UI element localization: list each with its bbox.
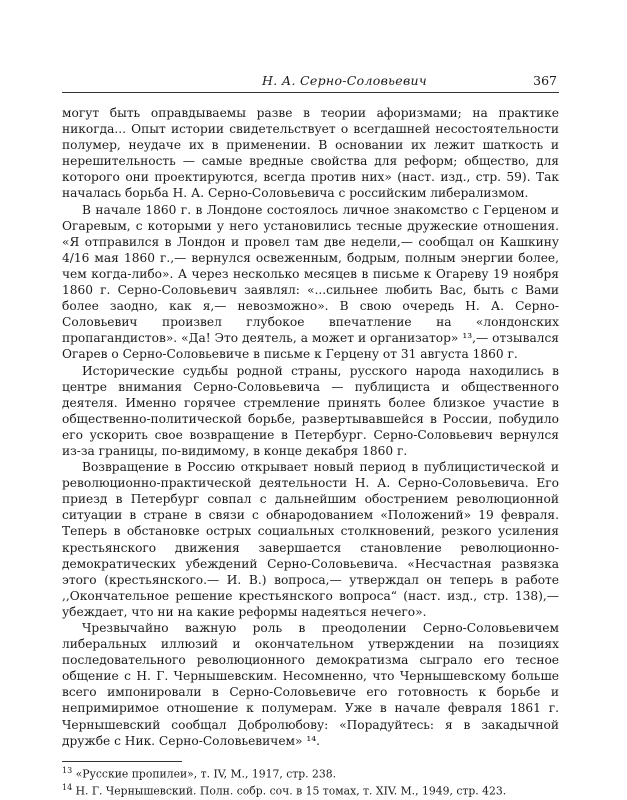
page-content bbox=[62, 70, 559, 798]
paragraph-5: Чрезвычайно важную роль в преодолении Серно-Соловьевичем либеральных иллюзий и окончательном утверждении на позициях последовательного революционного демократизма сыграло его тесное общение с Н. Г. Чернышевским. Несомненно, что Чернышевскому больше всего импонировали в Серно-Соловьевиче его готовность к борьбе и непримиримое отношение к полумерам. Уже в начале февраля 1861 г. Чернышевский сообщал Добролюбову: «Порадуйтесь: я в закадычной дружбе с Ник. Серно-Соловьевичем» ¹⁴. bbox=[62, 621, 559, 748]
footnote-14 bbox=[62, 781, 559, 798]
paragraph-2: В начале 1860 г. в Лондоне состоялось личное знакомство с Герценом и Огаревым, с которыми у него установились тесные дружеские отношения. «Я отправился в Лондон и провел там две недели,— сообщал он Кашкину 4/16 мая 1860 г.,— вернулся освеженным, бодрым, полным энергии более, чем когда-либо». А через несколько месяцев в письме к Огареву 19 ноября 1860 г. Серно-Соловьевич заявлял: «...сильнее любить Вас, быть с Вами более заодно, как я,— невозможно». В свою очередь Н. А. Серно-Соловьевич произвел глубокое впечатление на «лондонских пропагандистов». «Да! Это деятель, а может и организатор» ¹³,— отзывался Огарев о Серно-Соловьевиче в письме к Герцену от 31 августа 1860 г. bbox=[62, 202, 559, 362]
footnote-number: 13 bbox=[62, 765, 73, 775]
running-title: Н. А. Серно-Соловьевич bbox=[262, 73, 427, 88]
paragraph-1: могут быть оправдываемы разве в теории афоризмами; на практике никогда... Опыт истории свидетельствует о всегдашней несостоятельности полумер, неудаче их в применении. В основании их лежит шаткость и нерешительность — самые вредные свойства для реформ; общество, для которого они проектируются, всегда против них» (наст. изд., стр. 59). Так началась борьба Н. А. Серно-Соловьевича с российским либерализмом. bbox=[62, 106, 559, 201]
footnote-text: «Русские пропилеи», т. IV, М., 1917, стр. 238. bbox=[75, 767, 337, 781]
running-header bbox=[62, 70, 559, 93]
footnote-13 bbox=[62, 764, 559, 781]
page-number: 367 bbox=[533, 73, 557, 88]
body-text bbox=[62, 105, 559, 749]
paragraph-4: Возвращение в Россию открывает новый период в публицистической и революционно-практической деятельности Н. А. Серно-Соловьевича. Его приезд в Петербург совпал с дальнейшим обострением революционной ситуации в стране в связи с обнародованием «Положений» 19 февраля. Теперь в обстановке острых социальных столкновений, резкого усиления крестьянского движения завершается становление революционно-демократических убеждений Серно-Соловьевича. «Несчастная развязка этого (крестьянского.— И. В.) вопроса,— утверждал он теперь в работе ,,Окончательное решение крестьянского вопроса“ (наст. изд., стр. 138),— убеждает, что ни на какие реформы надеяться нечего». bbox=[62, 460, 559, 619]
footnotes bbox=[62, 761, 507, 798]
footnote-number: 14 bbox=[62, 782, 73, 792]
footnote-text: Н. Г. Чернышевский. Полн. собр. соч. в 15 томах, т. XIV. М., 1949, стр. 423. bbox=[75, 784, 507, 798]
paragraph-3: Исторические судьбы родной страны, русского народа находились в центре внимания Серно-Соловьевича — публициста и общественного деятеля. Именно горячее стремление принять более близкое участие в общественно-политической борьбе, развертывавшейся в России, побудило его ускорить свое возвращение в Петербург. Серно-Соловьевич вернулся из-за границы, по-видимому, в конце декабря 1860 г. bbox=[62, 363, 559, 458]
